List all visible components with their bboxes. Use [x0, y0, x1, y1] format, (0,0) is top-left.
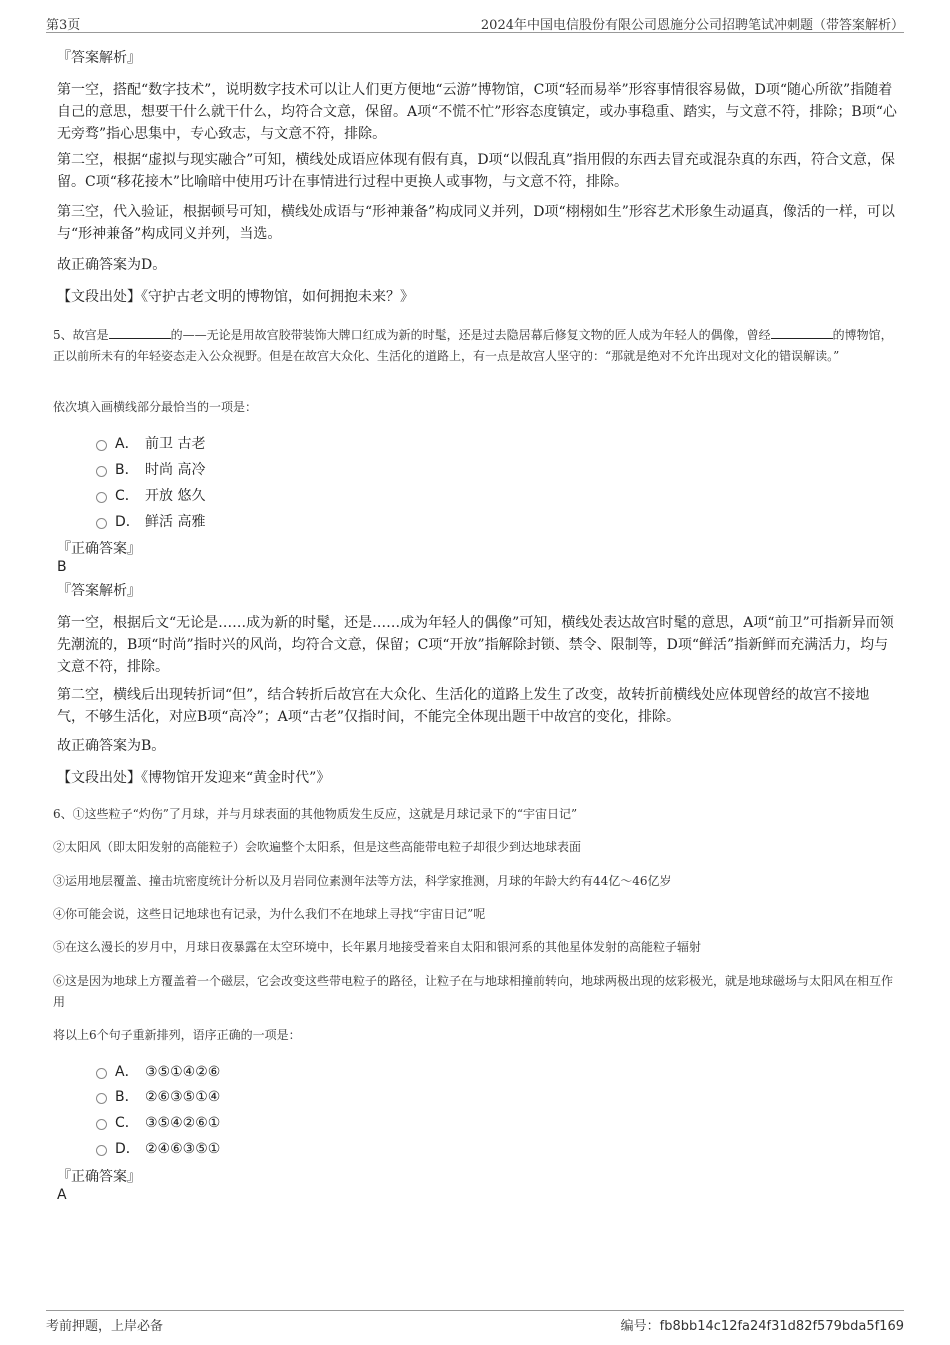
- question-6-sentence-1: 6、①这些粒子“灼伤”了月球，并与月球表面的其他物质发生反应，这就是月球记录下的“宇宙日记”: [53, 807, 578, 821]
- q6-option-d[interactable]: D． ②④⑥③⑤①: [96, 1138, 220, 1160]
- analysis-paragraph: 第二空，根据“虚拟与现实融合”可知，横线处成语应体现有假有真，D项“以假乱真”指用假的东西去冒充或混杂真的东西，符合文意，保留。C项“移花接木”比喻暗中使用巧计在事情进行过程中更换人或事物，与文意不符，排除。: [57, 152, 895, 190]
- page-footer: [46, 1310, 904, 1335]
- q5-option-b[interactable]: B． 时尚 高冷: [96, 459, 205, 481]
- analysis-paragraph: 第三空，代入验证，根据顿号可知，横线处成语与“形神兼备”构成同义并列，D项“栩栩如生”形容艺术形象生动逼真，像活的一样，可以与“形神兼备”构成同义并列，当选。: [57, 204, 895, 242]
- q5-option-c[interactable]: C． 开放 悠久: [96, 485, 205, 507]
- answer-conclusion: 故正确答案为B。: [57, 738, 166, 754]
- analysis-paragraph: 第一空，根据后文“无论是……成为新的时髦，还是……成为年轻人的偶像”可知，横线处表达故宫时髦的意思，A项“前卫”可指新异而领先潮流的，B项“时尚”指时兴的风尚，均符合文意，保留；C项“开放”指解除封锁、禁令、限制等，D项“鲜活”指新鲜而充满活力，均与文意不符，排除。: [57, 615, 894, 675]
- question-6-sentence-5: ⑤在这么漫长的岁月中，月球日夜暴露在太空环境中，长年累月地接受着来自太阳和银河系的其他星体发射的高能粒子辐射: [53, 940, 702, 954]
- radio-icon[interactable]: [96, 466, 107, 477]
- correct-answer-label: 『正确答案』: [57, 1169, 141, 1185]
- question-6-sentence-4: ④你可能会说，这些日记地球也有记录，为什么我们不在地球上寻找“宇宙日记”呢: [53, 907, 486, 921]
- q5-option-a[interactable]: A． 前卫 古老: [96, 433, 205, 455]
- page-header: [46, 10, 904, 33]
- fill-blank-1: [109, 325, 171, 339]
- radio-icon[interactable]: [96, 1093, 107, 1104]
- q6-option-c[interactable]: C． ③⑤④②⑥①: [96, 1112, 220, 1134]
- correct-answer-value: A: [57, 1187, 67, 1203]
- question-6-sentence-2: ②太阳风（即太阳发射的高能粒子）会吹遍整个太阳系，但是这些高能带电粒子却很少到达地球表面: [53, 840, 582, 854]
- answer-conclusion: 故正确答案为D。: [57, 257, 167, 273]
- q5-option-d[interactable]: D． 鲜活 高雅: [96, 511, 205, 533]
- correct-answer-label: 『正确答案』: [57, 541, 141, 557]
- correct-answer-value: B: [57, 559, 67, 575]
- question-5-prompt: 依次填入画横线部分最恰当的一项是：: [53, 400, 258, 414]
- source-citation: 【文段出处】《博物馆开发迎来“黄金时代”》: [57, 770, 331, 786]
- analysis-paragraph: 第二空，横线后出现转折词“但”，结合转折后故宫在大众化、生活化的道路上发生了改变，故转折前横线处应体现曾经的故宫不接地气，不够生活化，对应B项“高冷”；A项“古老”仅指时间，不能完全体现出题干中故宫的变化，排除。: [57, 687, 870, 725]
- q6-option-a[interactable]: A． ③⑤①④②⑥: [96, 1061, 220, 1083]
- page-number: 第3页: [46, 18, 81, 33]
- question-5-stem: 5、故宫是 的——无论是用故宫胶带装饰大牌口红成为新的时髦，还是过去隐居幕后修复文物的匠人成为年轻人的偶像，曾经 的博物馆，正以前所未有的年轻姿态走入公众视野。但是在故宫大众化、生活化的道路上，有一点是故宫人坚守的：“那就是绝对不允许出现对文化的错误解读。”: [53, 325, 898, 367]
- document-code: 编号：fb8bb14c12fa24f31d82f579bda5f169: [620, 1319, 904, 1334]
- source-citation: 【文段出处】《守护古老文明的博物馆，如何拥抱未来？》: [57, 289, 414, 305]
- radio-icon[interactable]: [96, 518, 107, 529]
- analysis-paragraph: 第一空，搭配“数字技术”，说明数字技术可以让人们更方便地“云游”博物馆，C项“轻而易举”形容事情很容易做，D项“随心所欲”指随着自己的意思，想要干什么就干什么，均符合文意，保留。A项“不慌不忙”形容态度镇定，或办事稳重、踏实，与文意不符，排除；B项“心无旁骛”指心思集中，专心致志，与文意不符，排除。: [57, 82, 897, 142]
- q6-option-b[interactable]: B． ②⑥③⑤①④: [96, 1086, 220, 1108]
- question-6-prompt: 将以上6个句子重新排列，语序正确的一项是：: [53, 1028, 301, 1042]
- radio-icon[interactable]: [96, 1119, 107, 1130]
- radio-icon[interactable]: [96, 1068, 107, 1079]
- document-title: 2024年中国电信股份有限公司恩施分公司招聘笔试冲刺题（带答案解析）: [480, 18, 904, 33]
- radio-icon[interactable]: [96, 1145, 107, 1156]
- analysis-label: 『答案解析』: [57, 583, 141, 599]
- analysis-label: 『答案解析』: [57, 50, 141, 66]
- question-6-sentence-6: ⑥这是因为地球上方覆盖着一个磁层，它会改变这些带电粒子的路径，让粒子在与地球相撞前转向，地球两极出现的炫彩极光，就是地球磁场与太阳风在相互作用: [53, 974, 894, 1009]
- footer-slogan: 考前押题，上岸必备: [46, 1319, 164, 1334]
- fill-blank-2: [771, 325, 833, 339]
- radio-icon[interactable]: [96, 492, 107, 503]
- radio-icon[interactable]: [96, 440, 107, 451]
- question-6-sentence-3: ③运用地层覆盖、撞击坑密度统计分析以及月岩同位素测年法等方法，科学家推测，月球的年龄大约有44亿～46亿岁: [53, 874, 672, 888]
